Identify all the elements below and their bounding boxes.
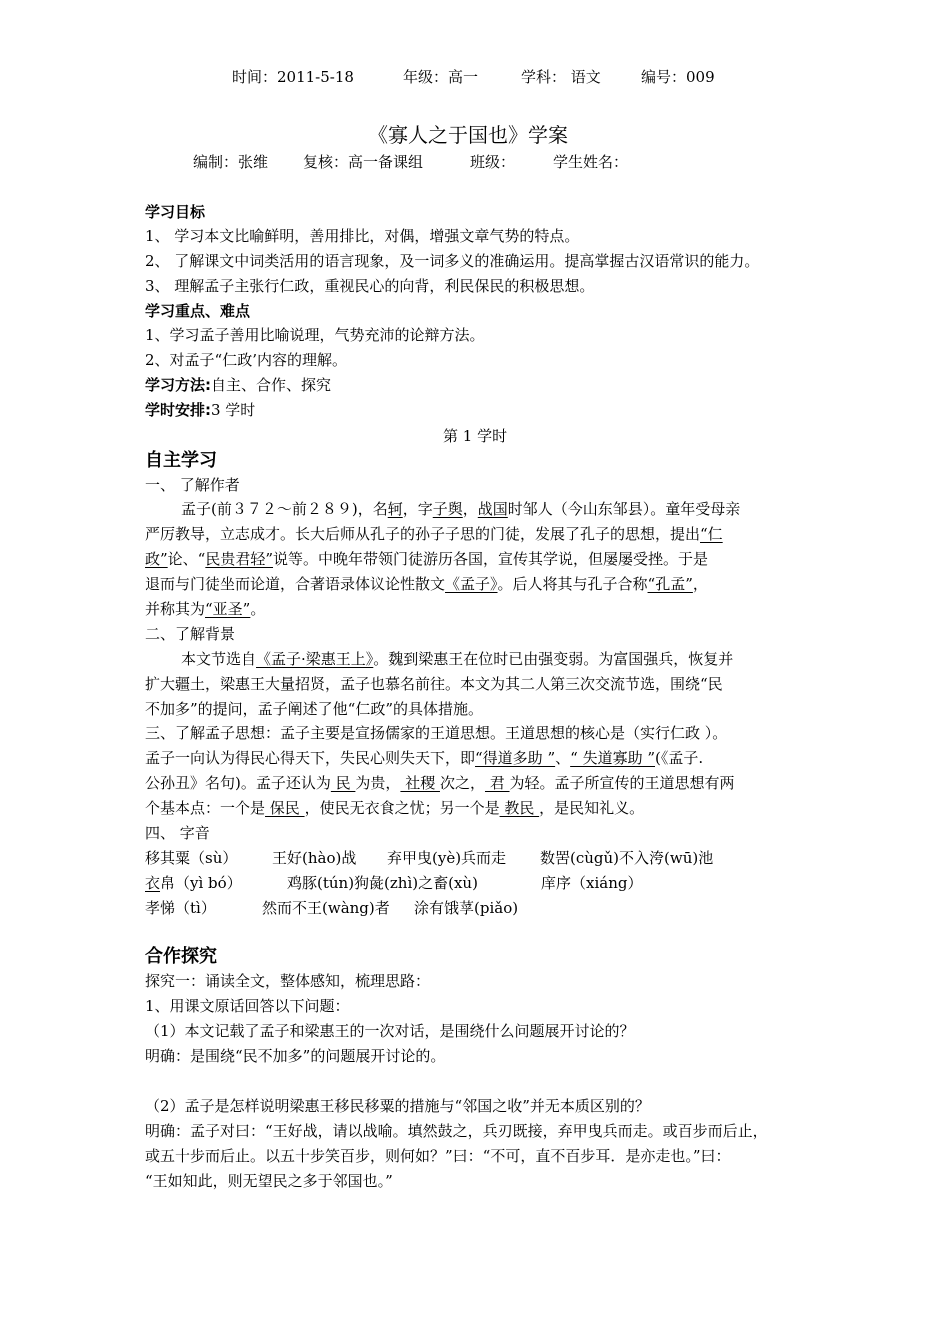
schedule-value: 3 学时: [211, 401, 256, 419]
thought-paragraph-line: [145, 797, 644, 819]
fill-blank: “得道多助 ”: [475, 749, 556, 767]
text: 个基本点：一个是: [145, 799, 266, 817]
author-paragraph-line: [145, 498, 740, 520]
goal-item: 3、 理解孟子主张行仁政，重视民心的向背，利民保民的积极思想。: [145, 277, 595, 295]
answer-1: 明确：是围绕“民不加多”的问题展开讨论的。: [145, 1047, 446, 1065]
text: 孟子(前３７２～前２８９)，名: [181, 500, 388, 518]
fill-blank: “ 失道寡助 ”: [570, 749, 656, 767]
key-points-heading: 学习重点、难点: [145, 302, 251, 320]
coop-intro: 探究一：诵读全文，整体感知，梳理思路：: [145, 972, 431, 990]
fill-blank: “亚圣”: [205, 600, 251, 618]
pronunciation-item: 孝悌（tì）: [145, 899, 216, 917]
author-paragraph-line: [145, 548, 708, 570]
text: (《孟子.: [655, 749, 704, 767]
pronunciation-item: 鸡豚(tún)狗彘(zhì)之畜(xù): [287, 874, 478, 892]
thought-paragraph-line: [145, 747, 703, 769]
text: 退而与门徒坐而论道，合著语录体议论性散文: [145, 575, 446, 593]
text: 衣: [145, 874, 161, 892]
self-study-heading: 自主学习: [145, 450, 217, 471]
text: 严厉教导，立志成才。长大后师从孔子的孙子子思的门徒，发展了孔子的思想，提出: [145, 525, 701, 543]
text: 本文节选自: [181, 650, 257, 668]
answer-2-line: 或五十步而后止。以五十步笑百步，则何如？”曰：“不可，直不百步耳．是亦走也。”曰：: [145, 1147, 731, 1165]
goal-item: 1、 学习本文比喻鲜明，善用排比，对偶，增强文章气势的特点。: [145, 227, 580, 245]
text: 孟子一向认为得民心得天下，失民心则失天下，即: [145, 749, 476, 767]
author-paragraph-line: [145, 598, 265, 620]
question-1: （1）本文记载了孟子和梁惠王的一次对话，是围绕什么问题展开讨论的？: [145, 1022, 635, 1040]
header-grade: 年级：高一: [403, 68, 479, 86]
text: ，: [462, 500, 478, 518]
fill-blank: 子舆: [432, 500, 463, 518]
question-intro: 1、用课文原话回答以下问题：: [145, 997, 350, 1015]
text: 为贵，: [355, 774, 401, 792]
text: 论、“: [167, 550, 206, 568]
page-title: 《寡人之于国也》学案: [368, 123, 568, 147]
pronunciation-item: 涂有饿莩(piǎo): [414, 899, 519, 917]
section-heading: 四、 字音: [145, 824, 210, 842]
text: ，使民无衣食之忧；另一个是: [304, 799, 500, 817]
text: ，: [692, 575, 708, 593]
fill-blank: 社稷: [400, 774, 440, 792]
text: 说等。中晚年带领门徒游历各国，宣传其学说，但屡屡受挫。于是: [273, 550, 709, 568]
key-point-item: 2、对孟子“仁政’内容的理解。: [145, 351, 347, 369]
method-value: 自主、合作、探究: [211, 376, 332, 394]
author-paragraph-line: [145, 523, 723, 545]
fill-blank: 战国: [477, 500, 508, 518]
text: 时邹人（今山东邹县）。童年受母亲: [507, 500, 741, 518]
thought-paragraph-line: [145, 772, 735, 794]
thought-paragraph-line: 三、了解孟子思想：孟子主要是宣扬儒家的王道思想。王道思想的核心是（实行仁政 ）。: [145, 724, 728, 742]
background-paragraph-line: 扩大疆土，梁惠王大量招贤，孟子也慕名前往。本文为其二人第三次交流节选，围绕“民: [145, 675, 723, 693]
text: 帛（yì bó）: [160, 874, 242, 892]
key-point-item: 1、学习孟子善用比喻说理，气势充沛的论辩方法。: [145, 326, 485, 344]
method-label: 学习方法:: [145, 376, 211, 394]
method-line: [145, 374, 331, 396]
fill-blank: 保民: [265, 799, 305, 817]
fill-blank: “孔孟”: [647, 575, 693, 593]
pronunciation-item: 庠序（xiáng）: [541, 874, 643, 892]
section-heading: 二、了解背景: [145, 625, 236, 643]
fill-blank: “仁: [700, 525, 723, 543]
student-label: 学生姓名：: [553, 153, 629, 171]
background-paragraph-line: 不加多”的提问，孟子阐述了他“仁政”的具体措施。: [145, 700, 484, 718]
answer-2-line: 明确：孟子对曰：“王好战，请以战喻。填然鼓之，兵刃既接，弃甲曳兵而走。或百步而后止，: [145, 1122, 768, 1140]
text: ，是民知礼义。: [539, 799, 645, 817]
author-paragraph-line: [145, 573, 708, 595]
schedule-label: 学时安排:: [145, 401, 211, 419]
editor-line: 编制：张维: [193, 153, 269, 171]
pronunciation-item: 弃甲曳(yè)兵而走: [387, 849, 507, 867]
class-label: 班级：: [470, 153, 516, 171]
header-number: 编号：009: [641, 68, 715, 86]
fill-blank: 《孟子·梁惠王上》: [256, 650, 374, 668]
fill-blank: 民: [330, 774, 356, 792]
question-2: （2）孟子是怎样说明梁惠王移民移粟的措施与“邻国之收”并无本质区别的？: [145, 1097, 650, 1115]
text: 为轻。孟子所宣传的王道思想有两: [509, 774, 735, 792]
fill-blank: 政”: [145, 550, 168, 568]
pronunciation-item: 然而不王(wàng)者: [262, 899, 390, 917]
text: 。魏到梁惠王在位时已由强变弱。为富国强兵，恢复并: [373, 650, 734, 668]
section-heading: 一、 了解作者: [145, 476, 240, 494]
fill-blank: 民贵君轻”: [205, 550, 274, 568]
pronunciation-item: 移其粟（sù）: [145, 849, 238, 867]
schedule-line: [145, 399, 255, 421]
pronunciation-item: 王好(hào)战: [272, 849, 357, 867]
text: ，字: [402, 500, 433, 518]
fill-blank: 教民: [499, 799, 540, 817]
fill-blank: 《孟子》: [445, 575, 498, 593]
text: 公孙丑》名句)。孟子还认为: [145, 774, 331, 792]
text: 、: [555, 749, 571, 767]
text: 。后人将其与孔子合称: [497, 575, 648, 593]
header-time: 时间：2011-5-18: [232, 68, 354, 86]
text: 次之，: [439, 774, 485, 792]
coop-heading: 合作探究: [145, 946, 217, 967]
goals-heading: 学习目标: [145, 203, 206, 221]
background-paragraph-line: [145, 648, 733, 670]
header-subject: 学科： 语文: [521, 68, 601, 86]
fill-blank: 轲: [387, 500, 403, 518]
goal-item: 2、 了解课文中词类活用的语言现象，及一词多义的准确运用。提高掌握古汉语常识的能力。: [145, 252, 760, 270]
pronunciation-item: [145, 872, 242, 894]
answer-2-line: “王如知此，则无望民之多于邻国也。”: [145, 1172, 393, 1190]
pronunciation-item: 数罟(cùgǔ)不入洿(wū)池: [540, 849, 714, 867]
reviewer-line: 复核：高一备课组: [303, 153, 424, 171]
lesson-label: 第 1 学时: [443, 427, 508, 445]
text: 并称其为: [145, 600, 206, 618]
fill-blank: 君: [484, 774, 510, 792]
text: 。: [250, 600, 266, 618]
